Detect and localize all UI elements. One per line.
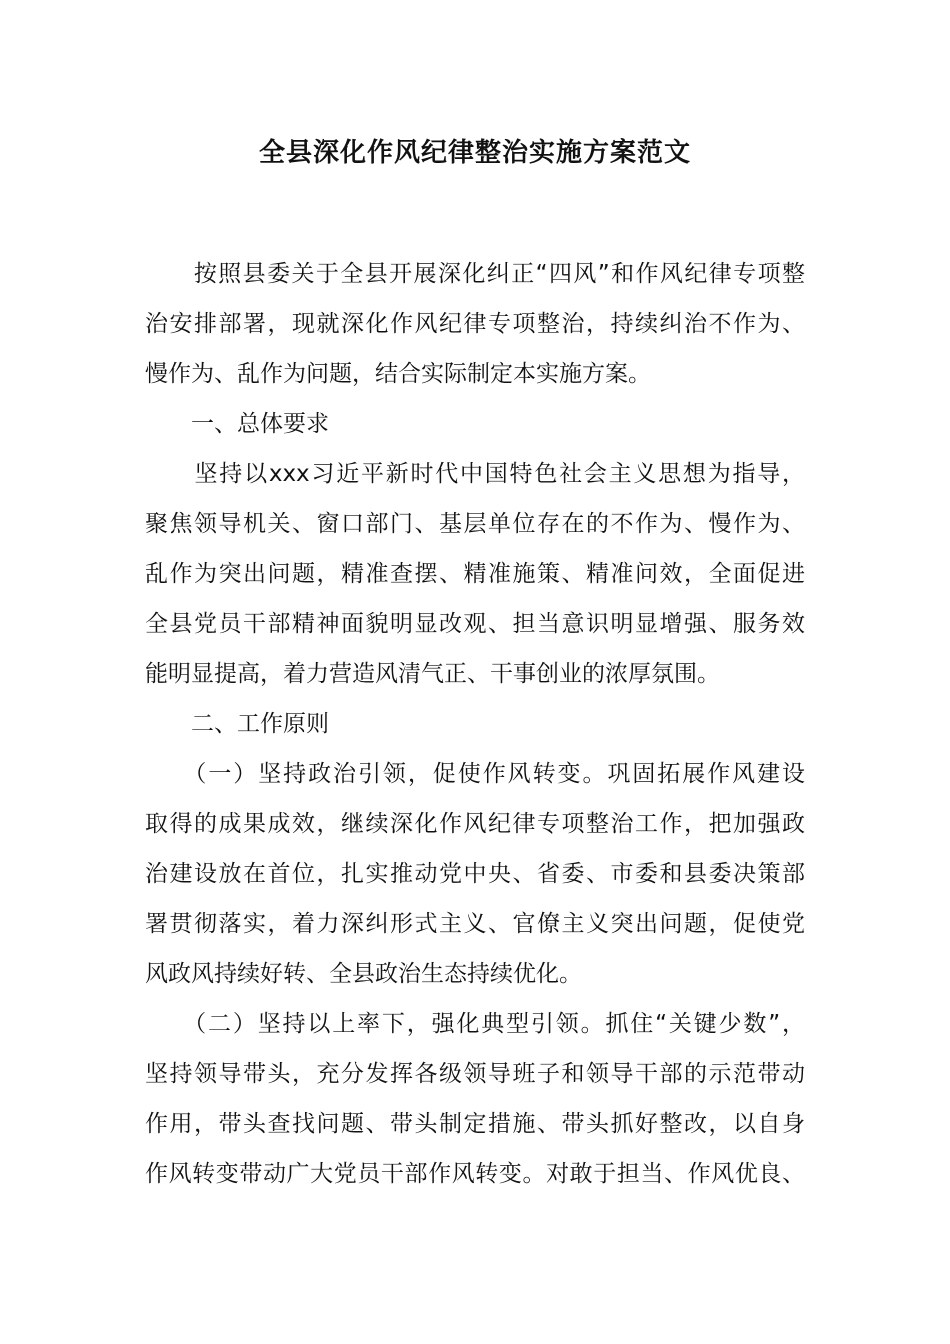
paragraph-line: （二）坚持以上率下，强化典型引领。抓住“关键少数”，	[145, 1011, 805, 1037]
paragraph-line: （一）坚持政治引领，促使作风转变。巩固拓展作风建设	[145, 761, 805, 787]
paragraph-line: 署贯彻落实，着力深纠形式主义、官僚主义突出问题，促使党	[145, 911, 805, 937]
paragraph-line: 坚持以xxx习近平新时代中国特色社会主义思想为指导，	[145, 461, 805, 487]
paragraph-line: 能明显提高，着力营造风清气正、干事创业的浓厚氛围。	[145, 661, 720, 687]
document-title: 全县深化作风纪律整治实施方案范文	[258, 138, 691, 168]
paragraph-line: 风政风持续好转、全县政治生态持续优化。	[145, 961, 582, 987]
paragraph-line: 全县党员干部精神面貌明显改观、担当意识明显增强、服务效	[145, 611, 805, 637]
paragraph-line: 慢作为、乱作为问题，结合实际制定本实施方案。	[145, 361, 651, 387]
paragraph-line: 乱作为突出问题，精准查摆、精准施策、精准问效，全面促进	[145, 561, 805, 587]
paragraph-line: 作用，带头查找问题、带头制定措施、带头抓好整改，以自身	[145, 1111, 805, 1137]
paragraph-line: 聚焦领导机关、窗口部门、基层单位存在的不作为、慢作为、	[145, 511, 805, 537]
paragraph-line: 治安排部署，现就深化作风纪律专项整治，持续纠治不作为、	[145, 311, 805, 337]
section-heading: 一、总体要求	[145, 411, 329, 437]
paragraph-line: 治建设放在首位，扎实推动党中央、省委、市委和县委决策部	[145, 861, 805, 887]
paragraph-line: 坚持领导带头，充分发挥各级领导班子和领导干部的示范带动	[145, 1061, 805, 1087]
paragraph-line: 取得的成果成效，继续深化作风纪律专项整治工作，把加强政	[145, 811, 805, 837]
paragraph-line: 按照县委关于全县开展深化纠正“四风”和作风纪律专项整	[145, 261, 805, 287]
paragraph-line: 作风转变带动广大党员干部作风转变。对敢于担当、作风优良、	[145, 1161, 805, 1187]
section-heading: 二、工作原则	[145, 711, 329, 737]
